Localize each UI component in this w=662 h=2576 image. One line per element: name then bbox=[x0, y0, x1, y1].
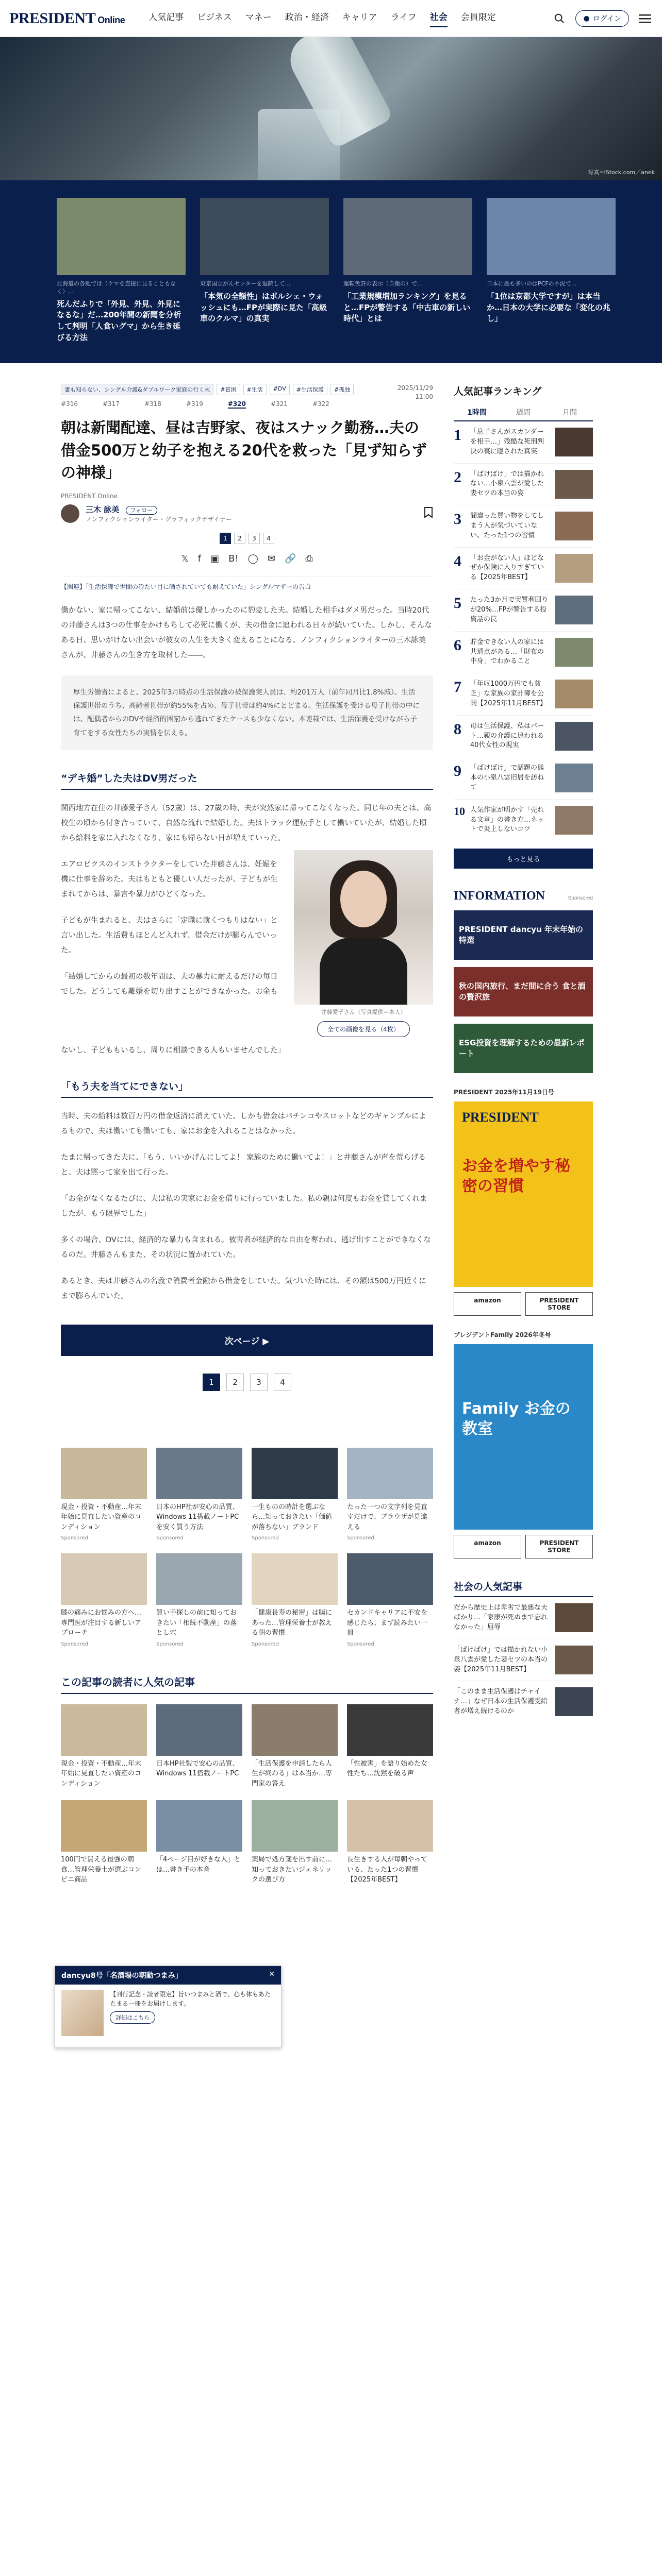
reader-popular-grid bbox=[61, 1704, 433, 1885]
hatena-share-icon[interactable]: B! bbox=[228, 553, 239, 564]
mail-share-icon[interactable]: ✉ bbox=[267, 553, 275, 564]
reader-thumb bbox=[252, 1704, 338, 1756]
ranking-item[interactable] bbox=[454, 505, 593, 548]
information-ad[interactable] bbox=[454, 910, 593, 960]
sponsored-label: Sponsored bbox=[252, 1535, 279, 1541]
sidebar bbox=[454, 384, 593, 1885]
article-paragraph: 「お金がなくなるたびに、夫は私の実家にお金を借りに行っていました。私の親は何度もお金を貸してくれましたが、もう限界でした」 bbox=[61, 1194, 427, 1218]
sponsored-card[interactable] bbox=[156, 1553, 242, 1648]
ranking-item[interactable] bbox=[454, 716, 593, 758]
ranking-item[interactable] bbox=[454, 800, 593, 842]
figure-caption: 井藤愛子さん（写真提供＝本人） bbox=[321, 1008, 406, 1015]
page-link[interactable]: 2 bbox=[226, 1374, 244, 1391]
rank-thumb bbox=[555, 722, 593, 751]
ranking-item[interactable] bbox=[454, 589, 593, 632]
society-title: 「ばけばけ」では描かれない小泉八雲が愛した妻セツの本当の姿【2025年11月BEST】 bbox=[454, 1646, 548, 1673]
reader-card[interactable] bbox=[347, 1800, 433, 1885]
magazine-cover[interactable] bbox=[454, 1344, 593, 1530]
society-item[interactable] bbox=[454, 1597, 593, 1639]
content-wrap bbox=[0, 363, 662, 1885]
featured-title: 死んだふりで「外見、外見、外見になるな」だ…200年間の新聞を分析して判明「人食いグマ」から生き延びる方法 bbox=[57, 299, 181, 342]
sponsored-label: Sponsored bbox=[252, 1641, 279, 1647]
information-ad-text: 秋の国内旅行、まだ間に合う 食と酒の贅沢旅 bbox=[459, 981, 586, 1002]
view-all-images-button[interactable]: 全ての画像を見る（4枚） bbox=[317, 1021, 410, 1037]
nav-item-popular[interactable]: 人気記事 bbox=[148, 12, 184, 23]
tag-link[interactable]: #DV bbox=[270, 384, 290, 395]
page-link[interactable]: 4 bbox=[263, 533, 274, 544]
magazine-cover-title: お金を増やす秘密の習慣 bbox=[462, 1157, 570, 1196]
featured-title: 「工業規模増加ランキング」を見ると…FPが警告する「中古車の新しい時代」とは bbox=[343, 291, 471, 324]
amazon-link[interactable]: amazon bbox=[454, 1292, 521, 1316]
ranking-item[interactable] bbox=[454, 673, 593, 716]
page-link-current[interactable]: 1 bbox=[203, 1374, 220, 1391]
share-bar bbox=[61, 553, 433, 564]
rank-number: 3 bbox=[454, 511, 461, 528]
reader-title: 「生活保護を申請したら人生が終わる」は本当か…専門家の答え bbox=[252, 1759, 333, 1788]
sponsored-title: 「健康長寿の秘密」は腸にあった…管理栄養士が教える朝の習慣 bbox=[252, 1609, 333, 1637]
article-paragraph: たまに帰ってきた夫に、「もう、いいかげんにしてよ！ 家族のために働いてよ！」と井藤さんが声を荒らげると、夫は黙って家を出て行った。 bbox=[61, 1153, 426, 1177]
ranking-item[interactable] bbox=[454, 421, 593, 464]
portrait-body bbox=[320, 938, 407, 1005]
page-link[interactable]: 3 bbox=[249, 533, 260, 544]
next-page-label: 次ページ bbox=[224, 1336, 260, 1347]
article-source: PRESIDENT Online bbox=[61, 492, 118, 500]
article-title: 朝は新聞配達、昼は吉野家、夜はスナック勤務…夫の借金500万と幼子を抱える20代を救った「見ず知らずの神様」 bbox=[61, 419, 427, 481]
featured-meta: 日本に最も多いのはPCFの不況で… bbox=[487, 280, 577, 287]
featured-meta: 東京国立がんセンターを退院して… bbox=[200, 280, 291, 287]
floating-promo-image[interactable] bbox=[61, 1990, 104, 2036]
tag-link[interactable]: #孤独 bbox=[330, 384, 354, 395]
nav-item-career[interactable]: キャリア bbox=[342, 12, 377, 23]
sponsored-title: 買い手探しの前に知っておきたい「相続不動産」の落とし穴 bbox=[156, 1609, 237, 1637]
sponsored-title: 日本のHP社が安心の品質、Windows 11搭載ノートPCを安く買う方法 bbox=[156, 1503, 239, 1531]
floating-promo-text: 【刊行記念・読者限定】旨いつまみと酒で、心も体もあたたまる一冊をお届けします。 bbox=[110, 1991, 271, 2007]
magazine-issue-heading: プレジデントFamily 2026年冬号 bbox=[454, 1331, 551, 1339]
rank-thumb bbox=[555, 680, 593, 708]
nav-item-business[interactable]: ビジネス bbox=[197, 12, 232, 23]
rank-thumb bbox=[555, 596, 593, 624]
information-title: INFORMATION bbox=[454, 889, 545, 903]
rank-title: 「息子さんがスカンダーを相手…」残酷な死刑判決の裏に隠された真実 bbox=[470, 428, 544, 455]
page-link-current[interactable]: 1 bbox=[220, 533, 231, 544]
information-heading bbox=[454, 889, 593, 903]
page-nav-bottom bbox=[61, 1374, 433, 1391]
sponsored-thumb bbox=[347, 1448, 433, 1499]
series-part-current[interactable]: #320 bbox=[227, 400, 246, 408]
sponsored-label: Sponsored bbox=[61, 1641, 88, 1647]
featured-title: 「1位は京都大学ですが」は本当か…日本の大学に必要な「変化の兆し」 bbox=[487, 291, 611, 324]
menu-icon[interactable] bbox=[637, 11, 653, 26]
article-main bbox=[61, 384, 433, 1885]
series-link[interactable]: 妻も知らない、シングル介護&ダブルワーク家庭の行く末 bbox=[61, 384, 213, 395]
sponsored-thumb bbox=[252, 1448, 338, 1499]
series-part[interactable]: #322 bbox=[312, 400, 329, 408]
author-description: ノンフィクションライター・グラフィックデザイナー bbox=[86, 515, 233, 523]
portrait-photo[interactable] bbox=[294, 850, 433, 1005]
article-paragraph: 当時、夫の給料は数百万円の借金返済に消えていた。しかも借金はパチンコやスロットなどのギャンブルによるもので、夫は働いても働いても、家にお金を入れることはなかった。 bbox=[61, 1112, 426, 1136]
rank-number: 5 bbox=[454, 595, 461, 612]
magazine-store-links bbox=[454, 1535, 593, 1558]
ranking-item[interactable] bbox=[454, 464, 593, 506]
reader-title: 長生きする人が毎朝やっている、たった1つの習慣【2025年BEST】 bbox=[347, 1856, 428, 1884]
society-title: だから歴史上は卑劣で最悪な夫ばかり…「家康が死ぬまで忘れなかった」屈辱 bbox=[454, 1604, 548, 1631]
featured-thumb bbox=[343, 198, 472, 275]
society-title: 「このまま生活保護はチャイナ…」なぜ日本の生活保護受給者が増え続けるのか bbox=[454, 1688, 548, 1716]
featured-card[interactable] bbox=[57, 198, 186, 346]
sponsored-title: 現金・投資・不動産…年末年始に見直したい資産のコンディション bbox=[61, 1503, 142, 1531]
amazon-link[interactable]: amazon bbox=[454, 1535, 521, 1558]
tab-weekly[interactable]: 週間 bbox=[516, 409, 531, 417]
society-item[interactable] bbox=[454, 1681, 593, 1723]
series-tags bbox=[61, 384, 433, 395]
information-ad[interactable] bbox=[454, 1024, 593, 1073]
main-nav bbox=[148, 10, 495, 27]
featured-thumb bbox=[57, 198, 186, 275]
reader-thumb bbox=[156, 1800, 242, 1852]
article-notebox: 厚生労働省によると、2025年3月時点の生活保護の被保護実人員は、約201万人（前年同月比1.8%減）。生活保護世帯のうち、高齢者世帯が約55%を占め、母子世帯は約4%にとどまる。生活保護を受ける母子世帯の中には、配偶者からのDVや経済的困窮から逃れてきたケースも少なくない。本連載では、生活保護を受けながら子育てをする女性たちの実情を伝える。 bbox=[61, 675, 433, 750]
sponsored-thumb bbox=[252, 1553, 338, 1605]
reader-title: 日本HP社製で安心の品質、Windows 11搭載ノートPC bbox=[156, 1759, 239, 1778]
featured-title: 「本気の全額性」はポルシェ・ウォッシュにも…FPが実際に見た「高級車のクルマ」の真実 bbox=[200, 291, 327, 324]
section-heading: 「もう夫を当てにできない」 bbox=[61, 1079, 433, 1098]
nav-item-money[interactable]: マネー bbox=[245, 12, 272, 23]
site-logo[interactable] bbox=[9, 10, 125, 27]
sponsored-grid bbox=[61, 1448, 433, 1648]
related-article-link[interactable]: 【関連】「生活保護で世間の冷たい目に晒されていても耐えていた」シングルマザーの告白 bbox=[61, 577, 433, 592]
rank-thumb bbox=[555, 764, 593, 792]
sponsored-card[interactable] bbox=[347, 1448, 433, 1543]
sponsored-title: 一生ものの時計を選ぶなら…知っておきたい「価値が落ちない」ブランド bbox=[252, 1503, 333, 1531]
article-paragraph: エアロビクスのインストラクターをしていた井藤さんは、妊娠を機に仕事を辞めた。夫はもともと優しい人だったが、子どもが生まれてからは、暴言や暴力がひどくなった。 bbox=[61, 860, 278, 899]
facebook-share-icon[interactable]: f bbox=[197, 553, 202, 564]
reader-thumb bbox=[156, 1704, 242, 1756]
author-name[interactable]: 三木 詠美 bbox=[86, 504, 120, 514]
article-paragraph: 多くの場合、DVには、経済的な暴力も含まれる。被害者が経済的な自由を奪われ、逃げ出すことができなくなるのだ。井藤さんもまた、その状況に置かれていた。 bbox=[61, 1235, 431, 1259]
time-text: 11:00 bbox=[415, 393, 433, 400]
information-ad[interactable] bbox=[454, 967, 593, 1016]
sponsored-card[interactable] bbox=[156, 1448, 242, 1543]
ranking-tabs bbox=[454, 404, 593, 421]
rank-title: 間違った買い物をしてしまう人が気づいていない、たった1つの習慣 bbox=[470, 512, 544, 539]
reader-title: 現金・投資・不動産…年末年始に見直したい資産のコンディション bbox=[61, 1759, 142, 1788]
page-link[interactable]: 3 bbox=[250, 1374, 268, 1391]
reader-card[interactable] bbox=[347, 1704, 433, 1789]
information-ad-text: PRESIDENT dancyu 年末年始の特選 bbox=[459, 925, 583, 945]
floating-promo-body bbox=[55, 1985, 281, 2041]
author-block bbox=[61, 504, 433, 523]
tag-link[interactable]: #貧困 bbox=[217, 384, 240, 395]
tag-link[interactable]: #生活 bbox=[243, 384, 267, 395]
rank-thumb bbox=[555, 638, 593, 667]
sponsored-thumb bbox=[156, 1448, 242, 1499]
article-paragraph: あるとき、夫は井藤さんの名義で消費者金融から借金をしていた。気づいた時には、その額は500万円近くにまで膨らんでいた。 bbox=[61, 1277, 426, 1300]
ranking-more-button[interactable]: もっと見る bbox=[454, 849, 593, 869]
next-page-button[interactable]: 次ページ ▶ bbox=[61, 1325, 433, 1356]
president-store-link[interactable]: PRESIDENT STORE bbox=[525, 1292, 593, 1316]
logo-text: PRESIDENT bbox=[9, 9, 96, 27]
reader-title: 100円で買える最強の朝食…管理栄養士が選ぶコンビニ商品 bbox=[61, 1856, 142, 1884]
avatar[interactable] bbox=[61, 504, 79, 523]
ranking-item[interactable] bbox=[454, 757, 593, 800]
article-paragraph: 子どもが生まれると、夫はさらに「定職に就くつもりはない」と言い出した。生活費もほとんど入れず、借金だけが膨らんでいった。 bbox=[61, 916, 278, 955]
rank-thumb bbox=[555, 428, 593, 456]
reader-thumb bbox=[61, 1800, 147, 1852]
nav-item-society[interactable]: 社会 bbox=[430, 10, 448, 27]
bookmark-icon[interactable] bbox=[424, 507, 433, 520]
rank-title: 「お金がない人」ほどなぜか保険に入りすぎている【2025年BEST】 bbox=[470, 554, 544, 582]
sponsored-card[interactable] bbox=[61, 1553, 147, 1648]
hero-credit: 写真=iStock.com／anek bbox=[588, 169, 655, 176]
information-ad-text: ESG投資を理解するための最新レポート bbox=[459, 1038, 585, 1059]
magazine-store-links bbox=[454, 1292, 593, 1316]
sponsored-label: Sponsored bbox=[156, 1535, 184, 1541]
publish-date bbox=[398, 384, 433, 401]
featured-band bbox=[0, 180, 662, 363]
reader-title: 薬局で処方箋を出す前に…知っておきたいジェネリックの選び方 bbox=[252, 1856, 333, 1884]
article-lead: 働かない、家に帰ってこない、結婚前は優しかったのに豹変した夫。結婚した相手はダメ男だった。当時20代の井藤さんは3つの仕事をかけもちして必死に働くが、夫の借金に追われる日々が続いていた。しかし、そんなある日、思いがけない出会いが彼女の人生を大きく変えることになる。ノンフィクションライターの三木詠美さんが、井藤さんの生き方を取材した――。 bbox=[61, 606, 432, 659]
series-part[interactable]: #316 bbox=[61, 400, 78, 408]
reader-card[interactable] bbox=[61, 1800, 147, 1885]
magazine-logo: PRESIDENT bbox=[462, 1110, 539, 1125]
sponsored-card[interactable] bbox=[252, 1553, 338, 1648]
rank-title: たった3か月で実質利回りが20%…FPが警告する投資話の罠 bbox=[470, 596, 549, 623]
article-paragraph: 「結婚してからの最初の数年間は、夫の暴力に耐えるだけの毎日でした。どうしても離婚を切り出すことができなかった。お金もないし、子どももいるし、周りに相談できる人もいませんでした」 bbox=[61, 972, 285, 1055]
ranking-heading: 人気記事ランキング bbox=[454, 386, 542, 397]
sponsored-label: Sponsored bbox=[61, 1535, 88, 1541]
follow-button[interactable]: フォロー bbox=[126, 506, 157, 515]
rank-thumb bbox=[555, 806, 593, 835]
login-button[interactable] bbox=[575, 10, 629, 27]
sponsored-card[interactable] bbox=[61, 1448, 147, 1543]
tab-monthly[interactable]: 月間 bbox=[562, 409, 577, 417]
rank-title: 人気作家が明かす「売れる文章」の書き方…ネットで炎上しないコツ bbox=[470, 806, 544, 834]
site-header bbox=[0, 0, 662, 37]
portrait-face bbox=[340, 871, 387, 927]
magazine-cover-title: Family お金の教室 bbox=[462, 1400, 571, 1438]
sponsored-label: Sponsored bbox=[347, 1641, 374, 1647]
featured-card[interactable] bbox=[343, 198, 472, 346]
society-popular-heading: 社会の人気記事 bbox=[454, 1579, 593, 1597]
close-icon[interactable]: ✕ bbox=[269, 1970, 275, 1978]
sponsored-label: Sponsored bbox=[568, 895, 593, 902]
society-thumb bbox=[555, 1687, 593, 1716]
sponsored-thumb bbox=[156, 1553, 242, 1605]
pocket-share-icon[interactable]: ◯ bbox=[247, 553, 258, 564]
user-icon: ● bbox=[583, 14, 590, 23]
logo-suffix: Online bbox=[97, 14, 125, 25]
featured-meta: 北海道の各地では（クマを直接に見ることもなく）… bbox=[57, 280, 176, 295]
reader-card[interactable] bbox=[61, 1704, 147, 1789]
line-share-icon[interactable]: ▣ bbox=[210, 553, 220, 564]
rank-number: 1 bbox=[454, 427, 461, 444]
article-paragraph: 関西地方在住の井藤愛子さん（52歳）は、27歳の時、夫が突然家に帰ってこなくなった。同じ年の夫とは、高校生の頃から付き合っていて、自然な流れで結婚した。夫はトラック運転手として働いていたが、結婚した頃から給料を家に入れなくなり、家にも帰らない日が増えていった。 bbox=[61, 804, 432, 842]
rank-number: 7 bbox=[454, 679, 461, 696]
rank-number: 2 bbox=[454, 468, 461, 486]
reader-popular-heading: この記事の読者に人気の記事 bbox=[61, 1674, 433, 1694]
sponsored-card[interactable] bbox=[347, 1553, 433, 1648]
reader-card[interactable] bbox=[252, 1800, 338, 1885]
rank-title: 母は生活保護、私はパート…親の介護に追われる40代女性の現実 bbox=[470, 722, 544, 750]
society-thumb bbox=[555, 1646, 593, 1674]
president-store-link[interactable]: PRESIDENT STORE bbox=[525, 1535, 593, 1558]
reader-thumb bbox=[252, 1800, 338, 1852]
rank-thumb bbox=[555, 470, 593, 499]
sponsored-thumb bbox=[61, 1448, 147, 1499]
reader-card[interactable] bbox=[252, 1704, 338, 1789]
section-heading: “デキ婚”した夫はDV男だった bbox=[61, 771, 433, 790]
magazine-issue-heading: PRESIDENT 2025年11月19日号 bbox=[454, 1089, 554, 1096]
magazine-cover[interactable] bbox=[454, 1101, 593, 1287]
society-thumb bbox=[555, 1603, 593, 1632]
reader-title: 「性被害」を語り始めた女性たち…沈黙を破る声 bbox=[347, 1759, 428, 1778]
featured-card[interactable] bbox=[487, 198, 616, 346]
tab-hourly[interactable]: 1時間 bbox=[467, 409, 487, 417]
login-label: ログイン bbox=[592, 14, 621, 23]
series-part[interactable]: #317 bbox=[102, 400, 120, 408]
series-part[interactable]: #321 bbox=[270, 400, 288, 408]
rank-number: 10 bbox=[454, 804, 465, 818]
nav-item-politics[interactable]: 政治・経済 bbox=[285, 12, 329, 23]
page-link[interactable]: 4 bbox=[274, 1374, 291, 1391]
floating-promo-cta[interactable]: 詳細はこちら bbox=[110, 2011, 155, 2024]
featured-thumb bbox=[200, 198, 329, 275]
reader-card[interactable] bbox=[156, 1704, 242, 1789]
hero-image bbox=[0, 37, 662, 180]
rank-title: 「年収1000万円でも貧乏」な家族の家計簿を公開【2025年11月BEST】 bbox=[470, 680, 547, 707]
page-nav-top bbox=[61, 533, 433, 544]
rank-title: 「ばけばけ」で話題の熊本の小泉八雲旧居を訪ねて bbox=[470, 764, 544, 791]
nav-item-life[interactable]: ライフ bbox=[390, 12, 417, 23]
floating-promo bbox=[55, 1965, 282, 2048]
sponsored-card[interactable] bbox=[252, 1448, 338, 1543]
rank-title: 「ばけばけ」では描かれない…小泉八雲が愛した妻セツの本当の姿 bbox=[470, 470, 544, 498]
search-icon[interactable] bbox=[552, 11, 567, 26]
rank-number: 4 bbox=[454, 552, 461, 570]
series-parts bbox=[61, 400, 433, 409]
sponsored-title: セカンドキャリアに不安を感じたら、まず読みたい一冊 bbox=[347, 1609, 428, 1637]
sponsored-label: Sponsored bbox=[347, 1535, 374, 1541]
series-part[interactable]: #318 bbox=[144, 400, 161, 408]
tag-link[interactable]: #生活保護 bbox=[293, 384, 327, 395]
featured-thumb bbox=[487, 198, 616, 275]
reader-title: 「4ページ目が好きな人」とは…書き手の本音 bbox=[156, 1856, 241, 1874]
reader-thumb bbox=[61, 1704, 147, 1756]
series-part[interactable]: #319 bbox=[186, 400, 203, 408]
ranking-item[interactable] bbox=[454, 632, 593, 674]
rank-number: 6 bbox=[454, 636, 461, 654]
date-text: 2025/11/29 bbox=[397, 384, 433, 392]
rank-number: 9 bbox=[454, 762, 461, 780]
sponsored-label: Sponsored bbox=[156, 1641, 184, 1647]
article-figure bbox=[294, 850, 433, 1037]
header-actions bbox=[552, 10, 653, 27]
reader-thumb bbox=[347, 1704, 433, 1756]
featured-card[interactable] bbox=[200, 198, 329, 346]
floating-promo-header bbox=[55, 1966, 281, 1985]
x-share-icon[interactable]: 𝕏 bbox=[181, 553, 189, 564]
rank-thumb bbox=[555, 512, 593, 540]
floating-promo-title: dancyu8号「名酒場の朝動つまみ」 bbox=[61, 1972, 183, 1980]
sponsored-thumb bbox=[61, 1553, 147, 1605]
featured-meta: 運転免許の表示（自衛の）で… bbox=[343, 280, 423, 287]
rank-title: 貯金できない人の家には共通点がある…「財布の中身」でわかること bbox=[470, 638, 544, 666]
sponsored-title: たった一つの文字列を見直すだけで、ブラウザが見違える bbox=[347, 1503, 428, 1531]
rank-thumb bbox=[555, 554, 593, 583]
reader-card[interactable] bbox=[156, 1800, 242, 1885]
copy-link-icon[interactable]: 🔗 bbox=[284, 553, 296, 564]
sponsored-title: 膝の痛みにお悩みの方へ…専門医が注目する新しいアプローチ bbox=[61, 1609, 142, 1637]
nav-item-members[interactable]: 会員限定 bbox=[460, 12, 496, 23]
print-icon[interactable]: ⎙ bbox=[305, 553, 313, 564]
ranking-item[interactable] bbox=[454, 548, 593, 590]
rank-number: 8 bbox=[454, 720, 461, 738]
reader-thumb bbox=[347, 1800, 433, 1852]
page-link[interactable]: 2 bbox=[234, 533, 245, 544]
sponsored-thumb bbox=[347, 1553, 433, 1605]
society-item[interactable] bbox=[454, 1639, 593, 1682]
